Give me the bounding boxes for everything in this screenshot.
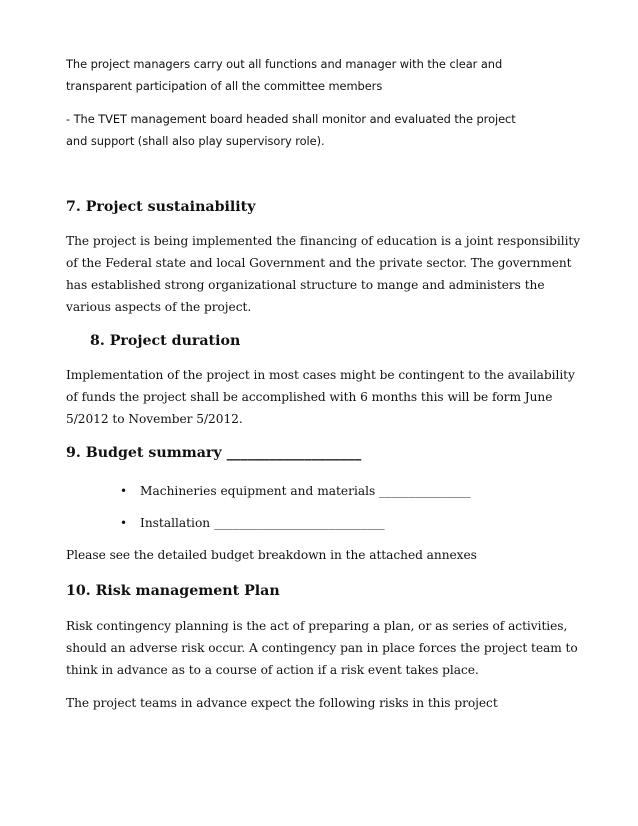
budget-bullet-text: Machineries equipment and materials _______________: [140, 484, 471, 498]
section-7-line: The project is being implemented the financing of education is a joint responsibility: [66, 234, 581, 248]
section-9-heading: 9. Budget summary ___________________: [66, 445, 362, 461]
section-10-line: should an adverse risk occur. A contingency pan in place forces the project team to: [66, 641, 578, 655]
section-10-line: think in advance as to a course of action if a risk event takes place.: [66, 663, 479, 677]
budget-bullet-item: [120, 483, 471, 499]
section-8-line: of funds the project shall be accomplished with 6 months this will be form June: [66, 390, 553, 404]
section-8-heading: 8. Project duration: [90, 333, 241, 349]
section-7-line: various aspects of the project.: [66, 300, 252, 314]
section-7-line: of the Federal state and local Government and the private sector. The government: [66, 256, 572, 270]
budget-bullet-text: Installation ____________________________: [140, 516, 385, 530]
intro-paragraph-1-line-2: transparent participation of all the committee members: [66, 79, 383, 93]
intro-paragraph-2-line-1: - The TVET management board headed shall monitor and evaluated the project: [66, 112, 516, 126]
intro-paragraph-2-line-2: and support (shall also play supervisory role).: [66, 134, 325, 148]
section-10-heading: 10. Risk management Plan: [66, 583, 280, 599]
bullet-icon: •: [120, 484, 128, 498]
budget-bullet-item: [120, 515, 385, 531]
section-10-closing: The project teams in advance expect the following risks in this project: [66, 696, 498, 710]
section-9-note: Please see the detailed budget breakdown in the attached annexes: [66, 548, 477, 562]
section-10-line: Risk contingency planning is the act of preparing a plan, or as series of activities,: [66, 619, 568, 633]
section-7-heading: 7. Project sustainability: [66, 199, 256, 215]
bullet-icon: •: [120, 516, 128, 530]
section-7-line: has established strong organizational structure to mange and administers the: [66, 278, 545, 292]
section-8-line: 5/2012 to November 5/2012.: [66, 412, 243, 426]
section-8-line: Implementation of the project in most cases might be contingent to the availability: [66, 368, 575, 382]
intro-paragraph-1-line-1: The project managers carry out all functions and manager with the clear and: [66, 57, 503, 71]
